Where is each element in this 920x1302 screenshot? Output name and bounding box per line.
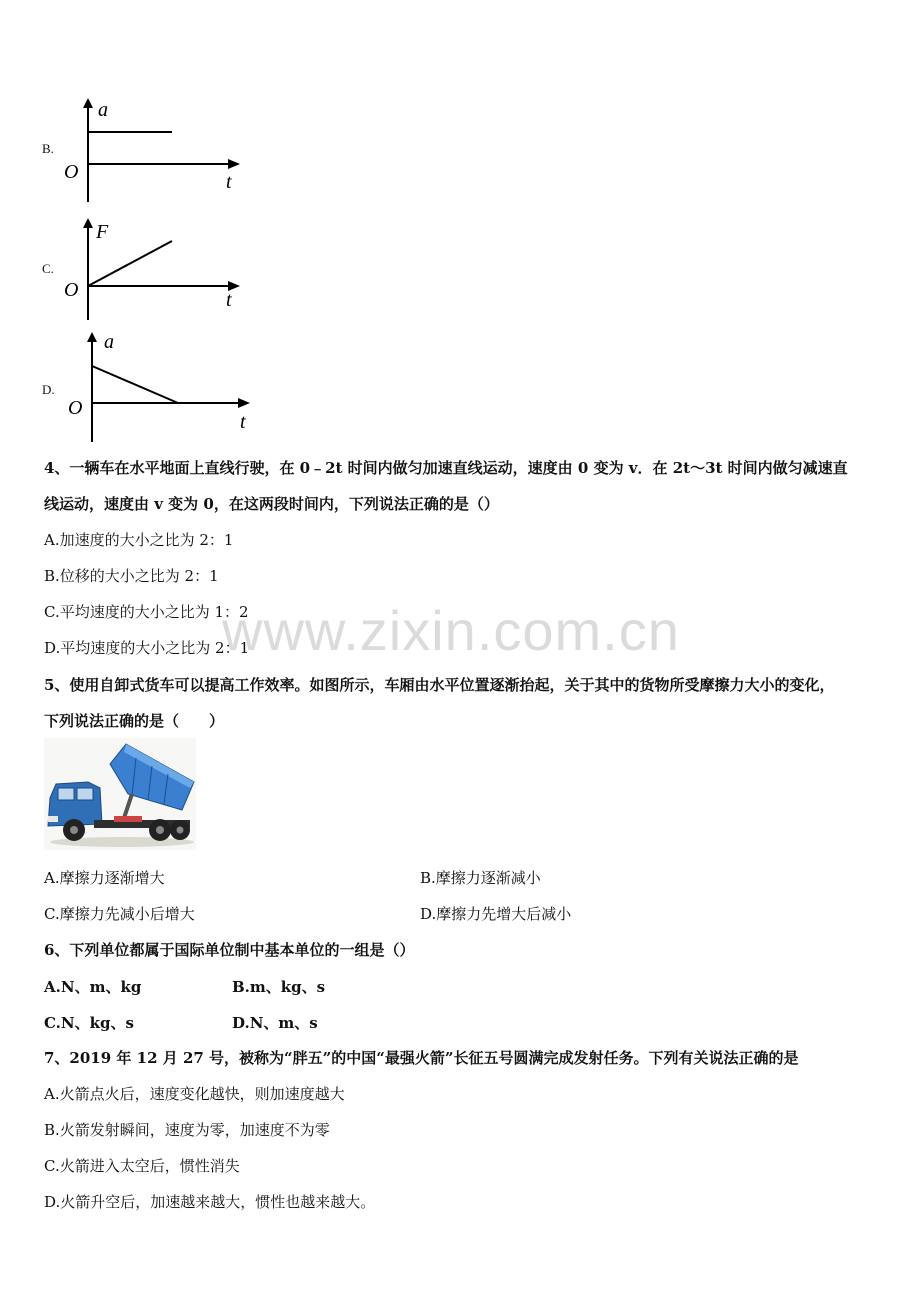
q5-stem-line2: 下列说法正确的是（ ）	[44, 712, 225, 730]
graph-b	[56, 96, 256, 206]
q7-option-b: B.火箭发射瞬间，速度为零，加速度不为零	[44, 1121, 330, 1139]
graph-b-x-label: t	[226, 171, 232, 193]
graph-b-origin: O	[64, 161, 79, 183]
graph-b-option-label: B.	[42, 141, 54, 156]
q6-option-d: D.N、m、s	[232, 1014, 318, 1032]
graph-c-x-label: t	[226, 289, 232, 311]
graph-c-origin: O	[64, 279, 79, 301]
graph-b-y-arrow	[83, 98, 93, 108]
q4-option-c: C.平均速度的大小之比为 1：2	[44, 603, 249, 621]
q5-option-d: D.摩擦力先增大后减小	[420, 905, 572, 923]
q7-option-c: C.火箭进入太空后，惯性消失	[44, 1157, 240, 1175]
graph-c-option-label: C.	[42, 261, 54, 276]
graph-d-x-arrow	[238, 398, 250, 408]
graph-c-y-arrow	[83, 218, 93, 228]
q4-stem-line1: 4、一辆车在水平地面上直线行驶，在 0﹣2t 时间内做匀加速直线运动，速度由 0 变为 v．在 2t～3t 时间内做匀减速直	[44, 459, 848, 477]
q6-option-a: A.N、m、kg	[44, 978, 142, 996]
q4-option-d: D.平均速度的大小之比为 2：1	[44, 639, 250, 657]
graph-c-y-label: F	[96, 221, 109, 243]
dump-truck-image	[44, 738, 196, 850]
q7-stem: 7、2019 年 12 月 27 号，被称为“胖五”的中国“最强火箭”长征五号圆满完成发射任务。下列有关说法正确的是	[44, 1049, 799, 1067]
q6-option-c: C.N、kg、s	[44, 1014, 134, 1032]
graph-d	[60, 330, 260, 445]
q4-option-b: B.位移的大小之比为 2：1	[44, 567, 219, 585]
q6-stem: 6、下列单位都属于国际单位制中基本单位的一组是（）	[44, 941, 415, 959]
q5-option-a: A.摩擦力逐渐增大	[44, 869, 165, 887]
graph-d-option-label: D.	[42, 382, 55, 397]
graph-d-origin: O	[68, 397, 83, 419]
graph-b-x-arrow	[228, 159, 240, 169]
q5-stem-line1: 5、使用自卸式货车可以提高工作效率。如图所示，车厢由水平位置逐渐抬起，关于其中的货物所受摩擦力大小的变化，	[44, 676, 835, 694]
q5-option-b: B.摩擦力逐渐减小	[420, 869, 541, 887]
q5-option-c: C.摩擦力先减小后增大	[44, 905, 195, 923]
q7-option-d: D.火箭升空后，加速越来越大，惯性也越来越大。	[44, 1193, 376, 1211]
graph-d-curve	[92, 366, 178, 403]
watermark: www.zixin.com.cn	[222, 599, 680, 662]
q4-option-a: A.加速度的大小之比为 2：1	[44, 531, 234, 549]
graph-b-y-label: a	[98, 99, 108, 121]
graph-d-x-label: t	[240, 411, 246, 433]
graph-d-y-arrow	[87, 332, 97, 342]
q6-option-b: B.m、kg、s	[232, 978, 326, 996]
graph-d-y-label: a	[104, 331, 114, 353]
q4-stem-line2: 线运动，速度由 v 变为 0，在这两段时间内，下列说法正确的是（）	[44, 495, 499, 513]
graph-c-curve	[88, 241, 172, 286]
graph-c	[56, 216, 256, 326]
q7-option-a: A.火箭点火后，速度变化越快，则加速度越大	[44, 1085, 345, 1103]
